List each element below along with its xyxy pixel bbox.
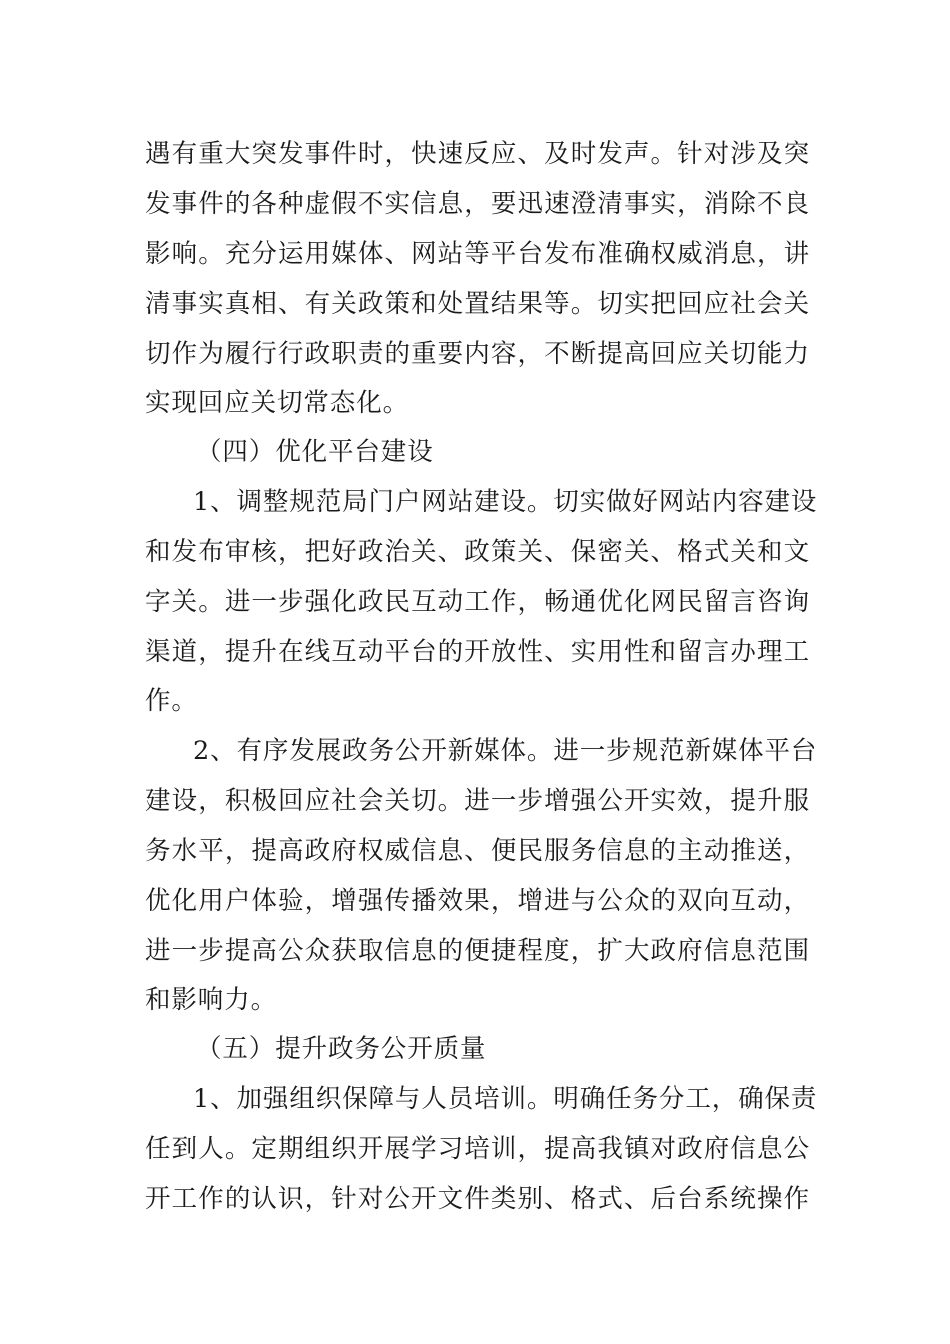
paragraph-line: 建设，积极回应社会关切。进一步增强公开实效，提升服 [145,786,810,816]
paragraph-line: 发事件的各种虚假不实信息，要迅速澄清事实，消除不良 [145,189,810,219]
paragraph-line: 2、有序发展政务公开新媒体。进一步规范新媒体平台 [193,736,818,766]
section-heading-five: （五）提升政务公开质量 [196,1034,487,1064]
paragraph-line: 清事实真相、有关政策和处置结果等。切实把回应社会关 [145,289,810,319]
paragraph-line: 务水平，提高政府权威信息、便民服务信息的主动推送， [145,836,810,866]
paragraph-line: 1、调整规范局门户网站建设。切实做好网站内容建设 [193,487,818,517]
paragraph-line: 遇有重大突发事件时，快速反应、及时发声。针对涉及突 [145,139,810,169]
paragraph-line: 优化用户体验，增强传播效果，增进与公众的双向互动， [145,886,810,916]
paragraph-line: 开工作的认识，针对公开文件类别、格式、后台系统操作 [145,1184,810,1214]
section-heading-four: （四）优化平台建设 [196,437,434,467]
paragraph-line: 和发布审核，把好政治关、政策关、保密关、格式关和文 [145,537,810,567]
paragraph-line: 切作为履行行政职责的重要内容，不断提高回应关切能力 [145,339,810,369]
paragraph-line: 实现回应关切常态化。 [145,388,410,418]
paragraph-line: 任到人。定期组织开展学习培训，提高我镇对政府信息公 [145,1134,810,1164]
paragraph-line: 影响。充分运用媒体、网站等平台发布准确权威消息，讲 [145,239,810,269]
paragraph-line: 进一步提高公众获取信息的便捷程度，扩大政府信息范围 [145,936,810,966]
paragraph-line: 和影响力。 [145,985,278,1015]
paragraph-line: 作。 [145,686,198,716]
paragraph-line: 渠道，提升在线互动平台的开放性、实用性和留言办理工 [145,637,810,667]
paragraph-line: 字关。进一步强化政民互动工作，畅通优化网民留言咨询 [145,587,810,617]
paragraph-line: 1、加强组织保障与人员培训。明确任务分工，确保责 [193,1084,818,1114]
